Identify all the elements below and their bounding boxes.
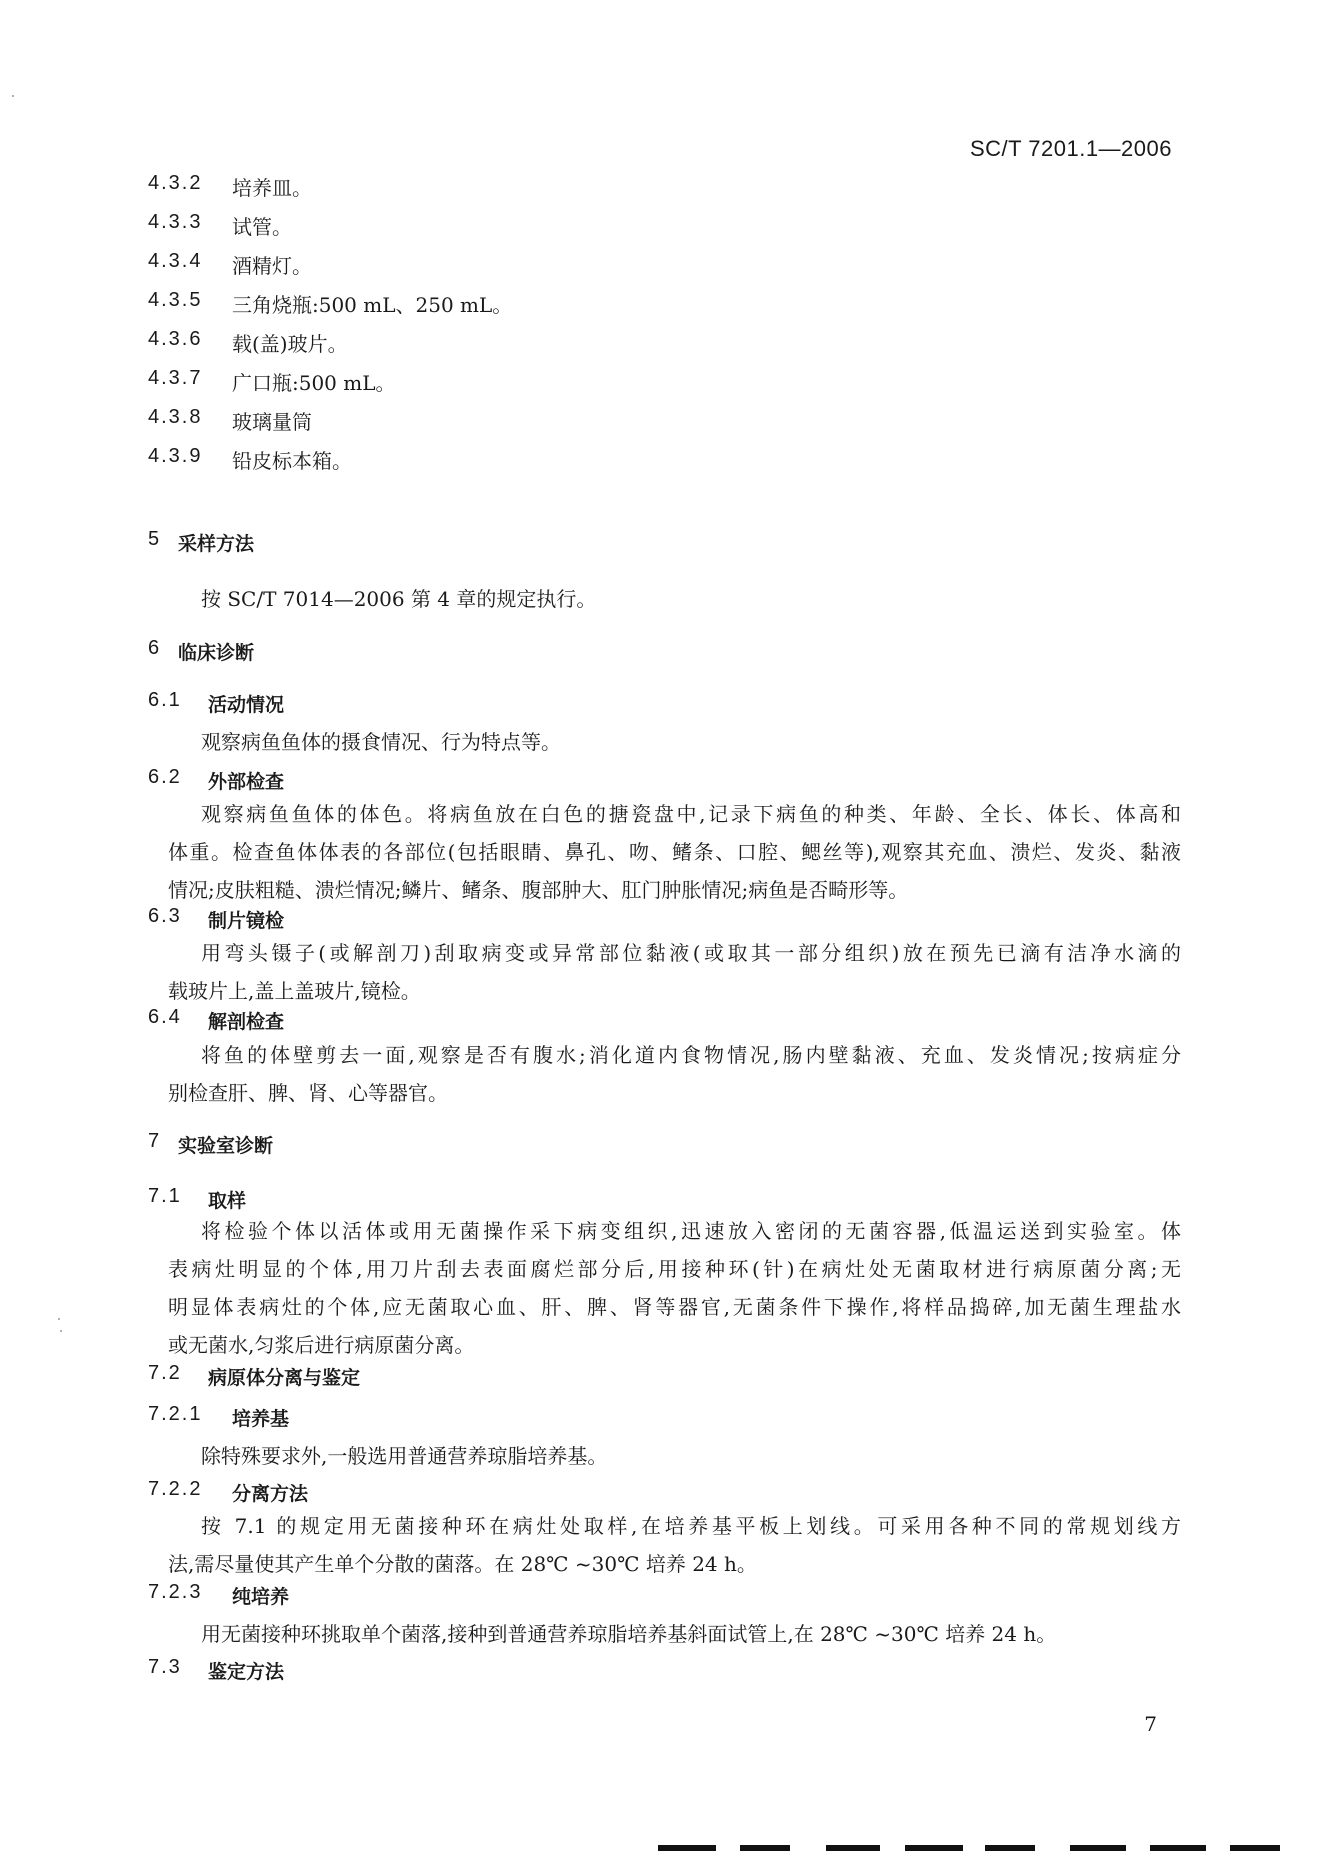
item-text: 玻璃量筒 [232, 410, 312, 434]
subsection-number: 7.2.2 [148, 1478, 203, 1500]
paragraph-line: 按 7.1 的规定用无菌接种环在病灶处取样,在培养基平板上划线。可采用各种不同的常规划线方 [201, 1514, 1181, 1538]
subsection-title: 鉴定方法 [208, 1661, 285, 1683]
item-number: 4.3.5 [148, 289, 203, 311]
paragraph-line: 或无菌水,匀浆后进行病原菌分离。 [168, 1333, 475, 1357]
item-number: 4.3.3 [148, 211, 203, 233]
paragraph-line: 观察病鱼鱼体的体色。将病鱼放在白色的搪瓷盘中,记录下病鱼的种类、年龄、全长、体长、体高和 [201, 802, 1181, 826]
paragraph-line: 明显体表病灶的个体,应无菌取心血、肝、脾、肾等器官,无菌条件下操作,将样品捣碎,加无菌生理盐水 [168, 1295, 1181, 1319]
subsection-number: 7.1 [148, 1185, 182, 1207]
item-number: 4.3.7 [148, 367, 203, 389]
section-number: 5 [148, 528, 162, 550]
paragraph [168, 1507, 1181, 1583]
item-text: 试管。 [232, 215, 292, 239]
section-number: 7 [148, 1130, 162, 1152]
paragraph-line: 情况;皮肤粗糙、溃烂情况;鳞片、鳍条、腹部肿大、肛门肿胀情况;病鱼是否畸形等。 [168, 878, 909, 902]
item-number: 4.3.6 [148, 328, 203, 350]
subsection-title: 活动情况 [208, 694, 285, 716]
item-text: 载(盖)玻片。 [232, 332, 348, 356]
item-text: 铅皮标本箱。 [232, 449, 352, 473]
subsection-number: 6.1 [148, 689, 182, 711]
subsection-title: 分离方法 [232, 1483, 309, 1505]
subsection-title: 病原体分离与鉴定 [208, 1367, 361, 1389]
item-number: 4.3.2 [148, 172, 203, 194]
paragraph [168, 1212, 1181, 1364]
item-text: 酒精灯。 [232, 254, 312, 278]
paragraph [168, 934, 1181, 1010]
paragraph-line: 体重。检查鱼体体表的各部位(包括眼睛、鼻孔、吻、鳍条、口腔、鳃丝等),观察其充血、溃烂、发炎、黏液 [168, 840, 1181, 864]
paragraph-line: 法,需尽量使其产生单个分散的菌落。在 28℃ ~30℃ 培养 24 h。 [168, 1552, 757, 1576]
paragraph-line: 除特殊要求外,一般选用普通营养琼脂培养基。 [201, 1444, 608, 1468]
item-number: 4.3.9 [148, 445, 203, 467]
subsection-title: 取样 [208, 1190, 247, 1212]
subsection-number: 6.3 [148, 905, 182, 927]
subsection-title: 制片镜检 [208, 910, 285, 932]
item-text: 培养皿。 [232, 176, 312, 200]
paragraph [168, 795, 1181, 909]
item-text: 广口瓶:500 mL。 [232, 371, 396, 395]
section-title: 采样方法 [178, 533, 255, 555]
subsection-number: 6.4 [148, 1006, 182, 1028]
subsection-number: 7.2 [148, 1362, 182, 1384]
paragraph-line: 别检查肝、脾、肾、心等器官。 [168, 1081, 448, 1105]
paragraph-line: 用弯头镊子(或解剖刀)刮取病变或异常部位黏液(或取其一部分组织)放在预先已滴有洁净水滴的 [201, 941, 1181, 965]
item-text: 三角烧瓶:500 mL、250 mL。 [232, 293, 513, 317]
standard-code: SC/T 7201.1—2006 [969, 136, 1172, 161]
section-paragraph: 按 SC/T 7014—2006 第 4 章的规定执行。 [201, 587, 597, 611]
subsection-title: 解剖检查 [208, 1011, 285, 1033]
paragraph-line: 用无菌接种环挑取单个菌落,接种到普通营养琼脂培养基斜面试管上,在 28℃ ~30℃ 培养 24 h。 [201, 1622, 1057, 1646]
paragraph-line: 将鱼的体壁剪去一面,观察是否有腹水;消化道内食物情况,肠内壁黏液、充血、发炎情况;按病症分 [201, 1043, 1181, 1067]
section-title: 实验室诊断 [178, 1135, 274, 1157]
paragraph [168, 1036, 1181, 1112]
paragraph-line: 载玻片上,盖上盖玻片,镜检。 [168, 979, 421, 1003]
subsection-number: 6.2 [148, 766, 182, 788]
page-number: 7 [1144, 1712, 1157, 1736]
section-title: 临床诊断 [178, 642, 255, 664]
subsection-number: 7.2.1 [148, 1403, 203, 1425]
paragraph-line: 将检验个体以活体或用无菌操作采下病变组织,迅速放入密闭的无菌容器,低温运送到实验室。体 [201, 1219, 1181, 1243]
subsection-number: 7.2.3 [148, 1581, 203, 1603]
subsection-title: 外部检查 [208, 771, 285, 793]
paragraph-line: 观察病鱼鱼体的摄食情况、行为特点等。 [201, 730, 561, 754]
item-number: 4.3.8 [148, 406, 203, 428]
section-number: 6 [148, 637, 162, 659]
subsection-number: 7.3 [148, 1656, 182, 1678]
item-number: 4.3.4 [148, 250, 203, 272]
paragraph-line: 表病灶明显的个体,用刀片刮去表面腐烂部分后,用接种环(针)在病灶处无菌取材进行病原菌分离;无 [168, 1257, 1181, 1281]
subsection-title: 培养基 [232, 1408, 290, 1430]
subsection-title: 纯培养 [232, 1586, 290, 1608]
